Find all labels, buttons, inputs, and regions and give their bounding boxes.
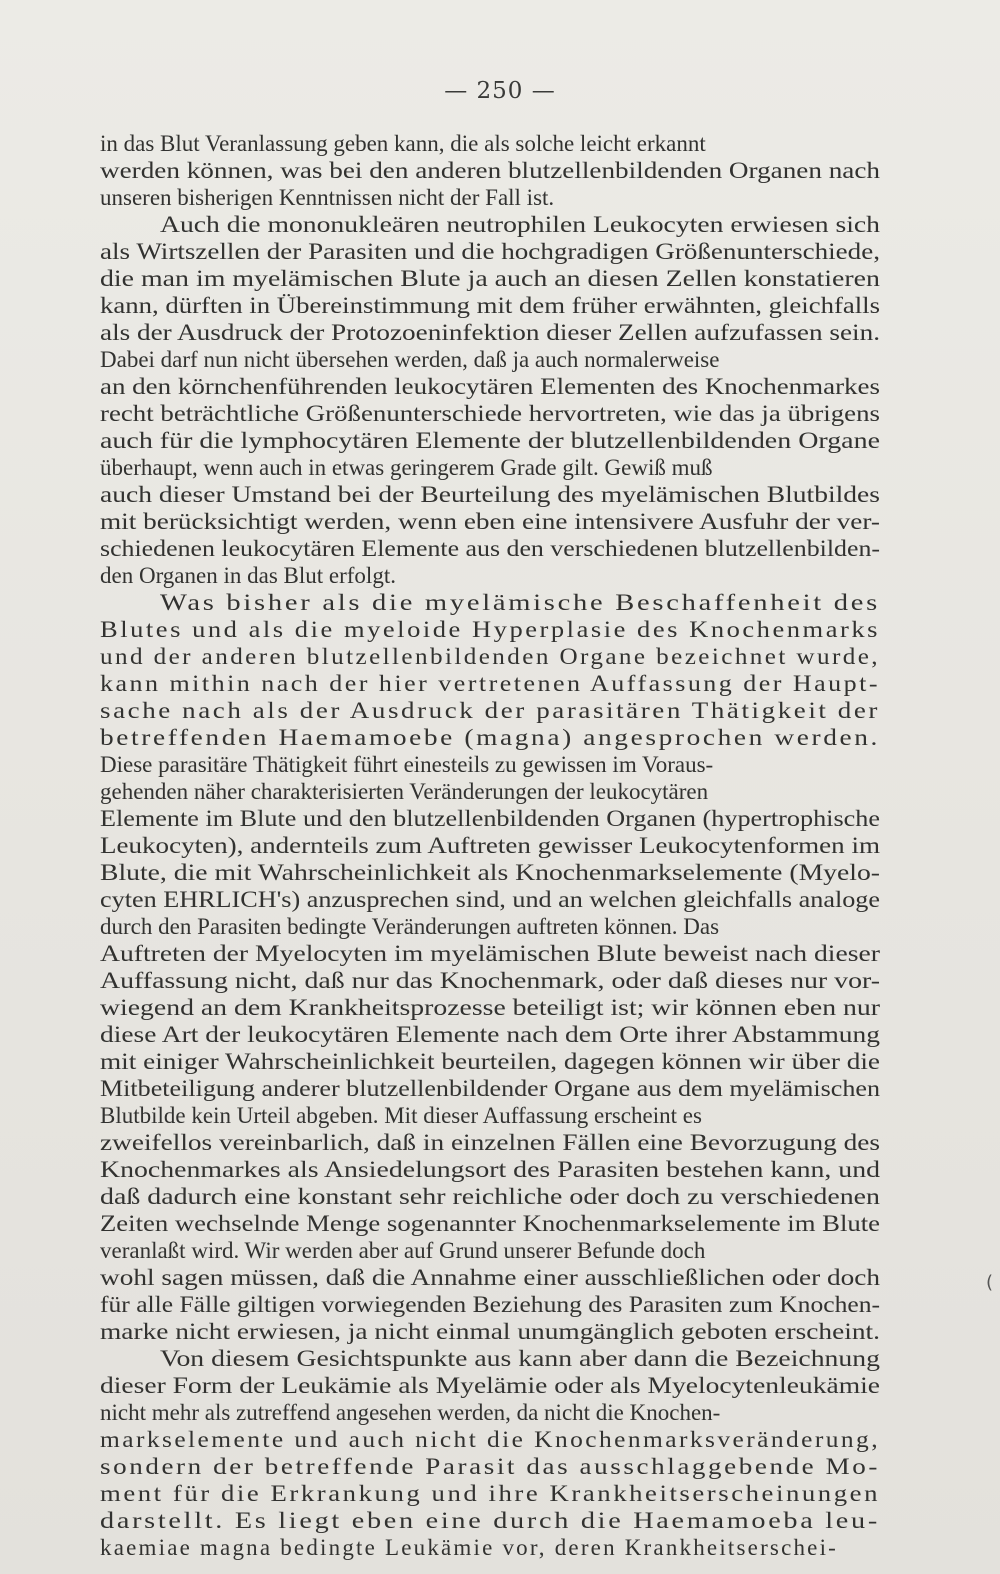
text-line-content: markselemente und auch nicht die Knochenmarksveränderung,	[100, 1427, 881, 1452]
text-line	[100, 1480, 880, 1507]
text-line	[100, 832, 880, 859]
text-line	[100, 346, 880, 373]
text-line-content: auch dieser Umstand bei der Beurteilung des myelämischen Blutbildes	[100, 482, 880, 507]
text-line	[100, 1372, 880, 1399]
text-line-content: cyten EHRLICH's) anzusprechen sind, und an welchen gleichfalls analoge	[100, 887, 880, 912]
text-line-content: Blute, die mit Wahrscheinlichkeit als Knochenmarkselemente (Myelo-	[100, 860, 880, 885]
text-line-content: ment für die Erkrankung und ihre Krankheitserscheinungen	[100, 1481, 880, 1506]
text-line-content: die man im myelämischen Blute ja auch an diesen Zellen konstatieren	[100, 266, 880, 291]
text-line	[100, 1507, 880, 1534]
text-line-content: den Organen in das Blut erfolgt.	[100, 563, 396, 588]
text-line-content: auch für die lymphocytären Elemente der blutzellenbildenden Organe	[100, 428, 880, 453]
text-line-content: sondern der betreffende Parasit das ausschlaggebende Mo-	[100, 1454, 880, 1479]
text-line	[100, 1534, 880, 1561]
text-line	[100, 130, 880, 157]
text-line-content: kann, dürften in Übereinstimmung mit dem früher erwähnten, gleichfalls	[100, 293, 880, 318]
text-line	[100, 1075, 880, 1102]
text-line	[100, 1156, 880, 1183]
text-line	[100, 481, 880, 508]
text-line-content: nicht mehr als zutreffend angesehen werden, da nicht die Knochen-	[100, 1400, 721, 1425]
text-line-content: darstellt. Es liegt eben eine durch die Haemamoeba leu-	[100, 1508, 880, 1533]
text-line	[100, 535, 880, 562]
text-line	[100, 859, 880, 886]
text-line	[100, 1048, 880, 1075]
text-line	[100, 238, 880, 265]
text-line	[100, 994, 880, 1021]
text-line-content: kann mithin nach der hier vertretenen Auffassung der Haupt-	[100, 671, 880, 696]
text-line	[100, 1102, 880, 1129]
page-number: — 250 —	[444, 78, 556, 104]
text-line	[100, 373, 880, 400]
text-line-content: Leukocyten), andernteils zum Auftreten gewisser Leukocytenformen im	[100, 833, 881, 858]
text-line-content: Auffassung nicht, daß nur das Knochenmark, oder daß dieses nur vor-	[100, 968, 880, 993]
text-line-content: kaemiae magna bedingte Leukämie vor, deren Krankheitserschei-	[100, 1535, 839, 1560]
text-line	[100, 319, 880, 346]
text-line	[100, 1291, 880, 1318]
text-line-content: Auch die mononukleären neutrophilen Leukocyten erwiesen sich	[160, 212, 880, 237]
text-line-content: Blutbilde kein Urteil abgeben. Mit dieser Auffassung erscheint es	[100, 1103, 702, 1128]
text-line	[100, 1021, 880, 1048]
text-line	[100, 265, 880, 292]
text-line-content: Diese parasitäre Thätigkeit führt einesteils zu gewissen im Voraus-	[100, 752, 714, 777]
text-line	[100, 211, 880, 238]
text-line-content: Von diesem Gesichtspunkte aus kann aber dann die Bezeichnung	[160, 1346, 880, 1371]
text-line-content: unseren bisherigen Kenntnissen nicht der Fall ist.	[100, 185, 555, 210]
text-line-content: Elemente im Blute und den blutzellenbildenden Organen (hypertrophische	[100, 806, 880, 831]
text-line	[100, 643, 880, 670]
text-line-content: Blutes und als die myeloide Hyperplasie des Knochenmarks	[100, 617, 880, 642]
text-line-content: Was bisher als die myelämische Beschaffenheit des	[160, 590, 880, 615]
text-line-content: Knochenmarkes als Ansiedelungsort des Parasiten bestehen kann, und	[100, 1157, 881, 1182]
text-line	[100, 724, 880, 751]
text-line	[100, 670, 880, 697]
text-line	[100, 1129, 880, 1156]
text-line	[100, 913, 880, 940]
text-line-content: recht beträchtliche Größenunterschiede hervortreten, wie das ja übrigens	[100, 401, 880, 426]
text-line	[100, 1183, 880, 1210]
text-line-content: als Wirtszellen der Parasiten und die hochgradigen Größenunterschiede,	[100, 239, 881, 264]
text-line	[100, 1237, 880, 1264]
text-line	[100, 589, 880, 616]
margin-mark: (	[986, 1272, 994, 1293]
text-line-content: wiegend an dem Krankheitsprozesse beteiligt ist; wir können eben nur	[100, 995, 880, 1020]
text-line-content: mit einiger Wahrscheinlichkeit beurteilen, dagegen können wir über die	[100, 1049, 880, 1074]
text-line-content: veranlaßt wird. Wir werden aber auf Grund unserer Befunde doch	[100, 1238, 706, 1263]
text-line-content: als der Ausdruck der Protozoeninfektion dieser Zellen aufzufassen sein.	[100, 320, 880, 345]
text-line	[100, 940, 880, 967]
text-line-content: durch den Parasiten bedingte Veränderungen auftreten können. Das	[100, 914, 720, 939]
text-line	[100, 697, 880, 724]
text-line	[100, 1426, 880, 1453]
text-line-content: dieser Form der Leukämie als Myelämie oder als Myelocytenleukämie	[100, 1373, 880, 1398]
text-line-content: sache nach als der Ausdruck der parasitären Thätigkeit der	[100, 698, 880, 723]
text-line	[100, 751, 880, 778]
text-line	[100, 454, 880, 481]
text-line	[100, 967, 880, 994]
text-line-content: gehenden näher charakterisierten Veränderungen der leukocytären	[100, 779, 709, 804]
text-line-content: Zeiten wechselnde Menge sogenannter Knochenmarkselemente im Blute	[100, 1211, 880, 1236]
text-line	[100, 1210, 880, 1237]
text-line-content: diese Art der leukocytären Elemente nach dem Orte ihrer Abstammung	[100, 1022, 881, 1047]
text-line	[100, 427, 880, 454]
text-line-content: überhaupt, wenn auch in etwas geringerem Grade gilt. Gewiß muß	[100, 455, 713, 480]
text-line	[100, 778, 880, 805]
text-line-content: in das Blut Veranlassung geben kann, die als solche leicht erkannt	[100, 131, 706, 156]
text-line	[100, 157, 880, 184]
text-line-content: marke nicht erwiesen, ja nicht einmal unumgänglich geboten erscheint.	[100, 1319, 880, 1344]
text-line-content: zweifellos vereinbarlich, daß in einzelnen Fällen eine Bevorzugung des	[100, 1130, 881, 1155]
text-line	[100, 1318, 880, 1345]
text-line-content: mit berücksichtigt werden, wenn eben eine intensivere Ausfuhr der ver-	[100, 509, 880, 534]
text-line	[100, 1345, 880, 1372]
text-line	[100, 805, 880, 832]
text-line-content: Auftreten der Myelocyten im myelämischen Blute beweist nach dieser	[100, 941, 880, 966]
body-text	[100, 130, 880, 1561]
text-line-content: werden können, was bei den anderen blutzellenbildenden Organen nach	[100, 158, 880, 183]
text-line	[100, 1399, 880, 1426]
text-line	[100, 292, 880, 319]
text-line	[100, 886, 880, 913]
text-line	[100, 400, 880, 427]
text-line-content: Mitbeteiligung anderer blutzellenbildender Organe aus dem myelämischen	[100, 1076, 880, 1101]
text-line-content: betreffenden Haemamoebe (magna) angesprochen werden.	[100, 725, 880, 750]
text-line-content: Dabei darf nun nicht übersehen werden, daß ja auch normalerweise	[100, 347, 720, 372]
text-line-content: an den körnchenführenden leukocytären Elementen des Knochenmarkes	[100, 374, 880, 399]
text-line	[100, 1264, 880, 1291]
text-line-content: und der anderen blutzellenbildenden Organe bezeichnet wurde,	[100, 644, 880, 669]
text-line-content: daß dadurch eine konstant sehr reichliche oder doch zu verschiedenen	[100, 1184, 880, 1209]
text-line-content: schiedenen leukocytären Elemente aus den verschiedenen blutzellenbilden-	[100, 536, 880, 561]
text-line	[100, 562, 880, 589]
text-line-content: wohl sagen müssen, daß die Annahme einer ausschließlichen oder doch	[100, 1265, 880, 1290]
text-line-content: für alle Fälle giltigen vorwiegenden Beziehung des Parasiten zum Knochen-	[100, 1292, 880, 1317]
text-line	[100, 616, 880, 643]
text-line	[100, 184, 880, 211]
text-line	[100, 508, 880, 535]
text-line	[100, 1453, 880, 1480]
